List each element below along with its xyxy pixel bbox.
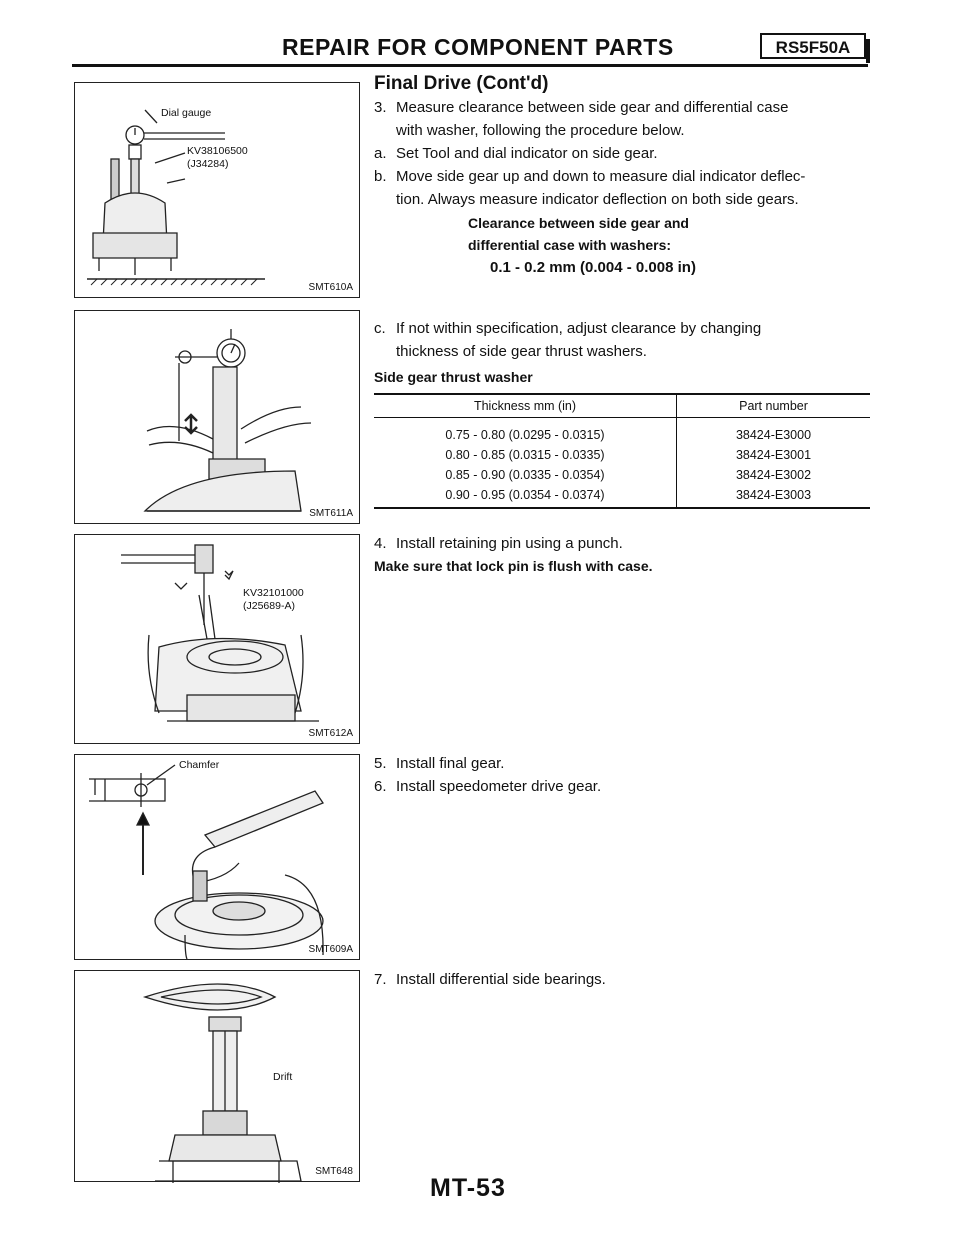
washer-table — [374, 393, 870, 509]
dial-gauge-label: Dial gauge — [161, 107, 212, 119]
step-text: Install final gear. — [396, 755, 505, 772]
step-b-continued: tion. Always measure indicator deflection on both side gears. — [396, 191, 799, 208]
table-row — [374, 485, 870, 508]
figure-code: SMT609A — [308, 944, 353, 955]
step-3 — [374, 96, 788, 119]
step-number: 7. — [374, 971, 387, 988]
step-c-continued: thickness of side gear thrust washers. — [396, 343, 647, 360]
step-number: 3. — [374, 99, 387, 116]
column-header: Thickness mm (in) — [374, 394, 677, 418]
retaining-pin-illustration — [75, 535, 361, 745]
table-header-row — [374, 394, 870, 418]
table-cell: 0.90 - 0.95 (0.0354 - 0.0374) — [374, 485, 677, 508]
section-title: Final Drive (Cont'd) — [374, 73, 549, 94]
step-text: If not within specification, adjust clearance by changing — [396, 320, 762, 337]
column-header: Part number — [677, 394, 871, 418]
header-rule — [72, 64, 868, 67]
step-number: 6. — [374, 778, 387, 795]
figure-measure-deflection — [74, 310, 360, 524]
final-gear-illustration — [75, 755, 361, 961]
tool-number-label: KV38106500 (J34284) — [187, 145, 248, 170]
figure-code: SMT611A — [309, 508, 353, 519]
table-cell: 0.80 - 0.85 (0.0315 - 0.0335) — [374, 445, 677, 465]
step-b — [374, 165, 805, 188]
step-number: c. — [374, 320, 386, 337]
step-4 — [374, 532, 623, 555]
spec-label-line1: Clearance between side gear and — [468, 215, 689, 231]
table-row — [374, 465, 870, 485]
figure-code: SMT610A — [308, 282, 353, 293]
figure-dial-gauge — [74, 82, 360, 298]
table-cell: 38424-E3003 — [677, 485, 871, 508]
step-text: Set Tool and dial indicator on side gear. — [396, 145, 658, 162]
table-cell: 0.75 - 0.80 (0.0295 - 0.0315) — [374, 418, 677, 446]
step-number: 5. — [374, 755, 387, 772]
step-5 — [374, 752, 504, 775]
step-text: Install retaining pin using a punch. — [396, 535, 623, 552]
table-row — [374, 445, 870, 465]
spec-value: 0.1 - 0.2 mm (0.004 - 0.008 in) — [490, 259, 696, 276]
figure-side-bearing — [74, 970, 360, 1182]
table-row — [374, 418, 870, 446]
step-6 — [374, 775, 601, 798]
step-number: a. — [374, 145, 387, 162]
side-bearing-illustration — [75, 971, 361, 1183]
figure-final-gear — [74, 754, 360, 960]
tool-number-label: KV32101000 (J25689-A) — [243, 587, 304, 612]
table-title: Side gear thrust washer — [374, 369, 533, 385]
figure-code: SMT648 — [315, 1166, 353, 1177]
table-cell: 38424-E3002 — [735, 468, 812, 482]
step-text: Install speedometer drive gear. — [396, 778, 602, 795]
step-7 — [374, 968, 606, 991]
step-number: b. — [374, 168, 387, 185]
table-cell: 0.85 - 0.90 (0.0335 - 0.0354) — [374, 465, 677, 485]
page-header-title: REPAIR FOR COMPONENT PARTS — [282, 34, 674, 60]
step-number: 4. — [374, 535, 387, 552]
figure-code: SMT612A — [308, 728, 353, 739]
step-text: Measure clearance between side gear and differential case — [396, 99, 789, 116]
table-cell: 38424-E3000 — [735, 428, 812, 442]
dial-gauge-illustration — [75, 83, 361, 299]
step-c — [374, 317, 761, 340]
drift-label: Drift — [273, 1071, 293, 1083]
deflection-illustration — [75, 311, 361, 525]
step-text: Move side gear up and down to measure dial indicator deflec- — [396, 168, 806, 185]
step-a — [374, 142, 658, 165]
figure-retaining-pin — [74, 534, 360, 744]
chamfer-label: Chamfer — [179, 759, 220, 771]
step-4-note: Make sure that lock pin is flush with case. — [374, 558, 653, 574]
step-text: Install differential side bearings. — [396, 971, 606, 988]
spec-label-line2: differential case with washers: — [468, 237, 672, 253]
model-code-badge: RS5F50A — [760, 33, 866, 59]
page-number: MT-53 — [430, 1174, 506, 1202]
step-3-continued: with washer, following the procedure below. — [396, 122, 685, 139]
table-cell: 38424-E3001 — [735, 448, 812, 462]
